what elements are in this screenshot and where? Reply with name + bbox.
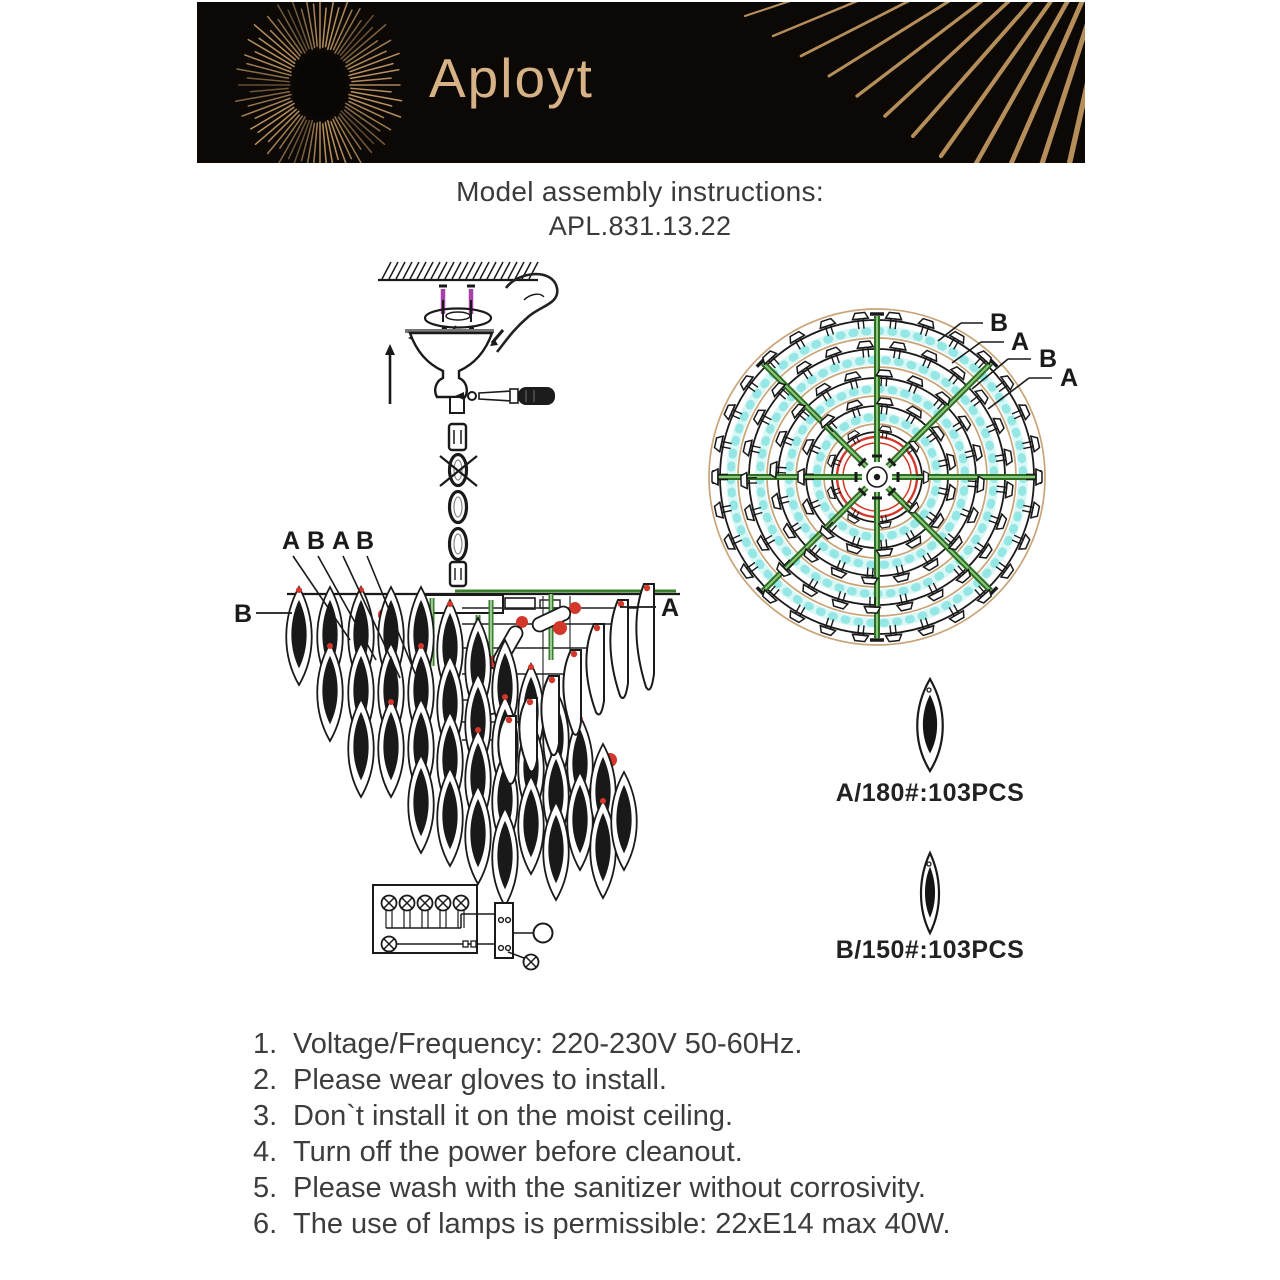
list-item (253, 1026, 1073, 1062)
list-item (253, 1062, 1073, 1098)
item-text: The use of lamps is permissible: 22xE14 max 40W. (293, 1208, 951, 1240)
topview-callout-a1: A (1011, 328, 1030, 356)
item-number: 5. (253, 1172, 278, 1204)
side-label-left-b: B (233, 600, 253, 628)
hanging-chain (440, 424, 477, 586)
item-number: 3. (253, 1100, 278, 1132)
chandelier-side-view (256, 556, 680, 906)
list-item (253, 1206, 1073, 1242)
ceiling-hatch (378, 262, 538, 280)
legend-label-b: B/150#:103PCS (835, 936, 1025, 964)
list-item (253, 1134, 1073, 1170)
item-number: 4. (253, 1136, 278, 1168)
topview-callout-a2: A (1060, 364, 1079, 392)
item-text: Please wear gloves to install. (293, 1064, 667, 1096)
item-number: 1. (253, 1028, 278, 1060)
topview-callout-b1: B (990, 309, 1009, 337)
list-item (253, 1098, 1073, 1134)
side-label-a2: A (331, 527, 351, 555)
item-text: Please wash with the sanitizer without corrosivity. (293, 1172, 926, 1204)
model-number: APL.831.13.22 (548, 211, 732, 241)
brand-name: Aployt (429, 47, 594, 109)
item-text: Voltage/Frequency: 220-230V 50-60Hz. (293, 1028, 803, 1060)
legend-label-a: A/180#:103PCS (835, 779, 1025, 807)
screwdriver-icon (455, 387, 555, 405)
item-text: Turn off the power before cleanout. (293, 1136, 743, 1168)
item-number: 2. (253, 1064, 278, 1096)
instructions-list (253, 1026, 1073, 1242)
item-text: Don`t install it on the moist ceiling. (293, 1100, 734, 1132)
side-label-b1: B (306, 527, 326, 555)
side-label-b2: B (355, 527, 375, 555)
chandelier-top-view (709, 309, 1052, 645)
topview-callout-b2: B (1039, 345, 1058, 373)
list-item (253, 1170, 1073, 1206)
item-number: 6. (253, 1208, 278, 1240)
power-wire (490, 274, 557, 352)
page-title: Model assembly instructions: (456, 176, 824, 207)
side-label-a1: A (281, 527, 301, 555)
ceiling-canopy (385, 331, 494, 413)
side-label-right-a: A (660, 594, 680, 622)
wiring-diagram (373, 885, 553, 970)
